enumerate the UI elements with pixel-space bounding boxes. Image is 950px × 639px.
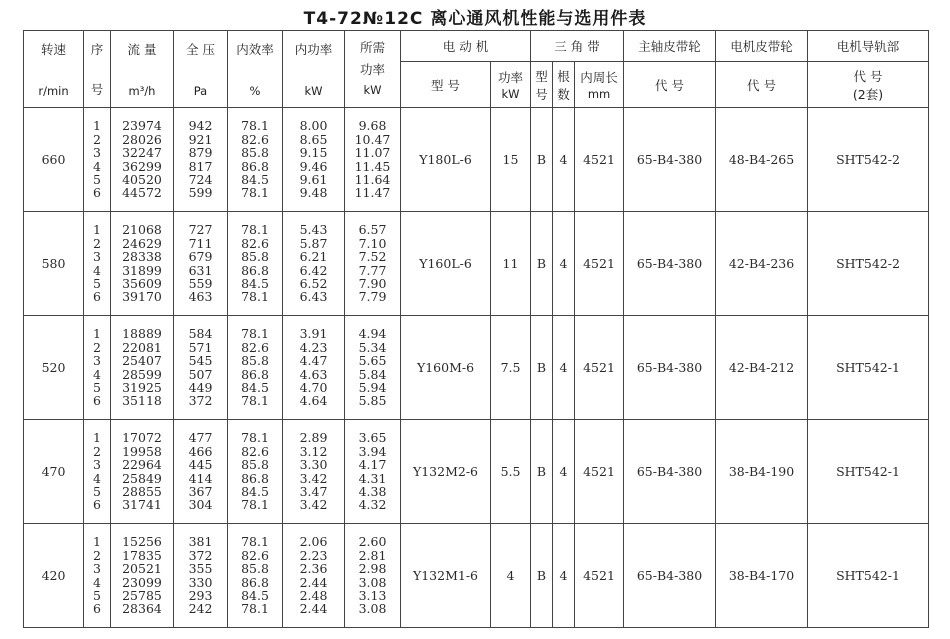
value: 78.1 [241, 326, 269, 342]
seq-list [84, 108, 111, 212]
value: 5.85 [358, 393, 387, 409]
value: 4 [93, 262, 101, 278]
performance-table [23, 30, 929, 628]
value: 5.87 [299, 235, 328, 251]
value: 2 [93, 339, 101, 355]
value: 3.13 [358, 587, 387, 603]
value: 11.07 [354, 145, 391, 161]
value: 372 [188, 393, 213, 409]
header-motor: 电 动 机 [401, 31, 531, 62]
value: 2.48 [299, 587, 328, 603]
header-required-power: 所需 功率 kW [345, 31, 401, 108]
efficiency-list [228, 212, 283, 316]
motor-pulley-cell: 38-B4-170 [716, 524, 808, 628]
value: 2.98 [358, 561, 387, 577]
efficiency-list [228, 524, 283, 628]
speed-cell: 660 [24, 108, 84, 212]
inner-power-list [283, 316, 345, 420]
speed-cell: 470 [24, 420, 84, 524]
value: 3.65 [358, 430, 387, 446]
value: 3.30 [299, 457, 328, 473]
main-pulley-cell: 65-B4-380 [624, 524, 716, 628]
belt-type-cell: B [531, 212, 553, 316]
value: 293 [188, 587, 213, 603]
value: 85.8 [241, 353, 269, 369]
value: 2 [93, 443, 101, 459]
value: 86.8 [241, 158, 269, 174]
value: 9.15 [299, 145, 328, 161]
header-motor-model: 型 号 [401, 62, 491, 108]
value: 466 [188, 443, 213, 459]
value: 4 [93, 366, 101, 382]
header-belt-length: 内周长 mm [575, 62, 624, 108]
value: 1 [93, 118, 101, 134]
value: 6.21 [299, 249, 328, 265]
value: 3.08 [358, 574, 387, 590]
value: 28026 [122, 131, 162, 147]
value: 879 [188, 145, 213, 161]
value: 449 [188, 379, 213, 395]
value: 86.8 [241, 574, 269, 590]
value: 78.1 [241, 118, 269, 134]
header-vbelt: 三 角 带 [531, 31, 624, 62]
value: 3 [93, 145, 101, 161]
value: 355 [188, 561, 213, 577]
value: 2 [93, 547, 101, 563]
flow-list [111, 212, 174, 316]
value: 1 [93, 534, 101, 550]
value: 4.63 [299, 366, 328, 382]
value: 84.5 [241, 171, 269, 187]
value: 6 [93, 497, 101, 513]
value: 5 [93, 171, 101, 187]
motor-model-cell: Y160L-6 [401, 212, 491, 316]
header-main-pulley: 主轴皮带轮 [624, 31, 716, 62]
rail-cell: SHT542-1 [808, 420, 929, 524]
motor-pulley-cell: 42-B4-212 [716, 316, 808, 420]
value: 84.5 [241, 379, 269, 395]
value: 4.64 [299, 393, 328, 409]
header-rail-code: 代 号 (2套) [808, 62, 929, 108]
value: 679 [188, 249, 213, 265]
value: 2.44 [299, 574, 328, 590]
pressure-list [174, 316, 228, 420]
value: 4.32 [358, 497, 387, 513]
value: 84.5 [241, 483, 269, 499]
value: 28338 [122, 249, 162, 265]
value: 3.91 [299, 326, 328, 342]
inner-power-list [283, 420, 345, 524]
pressure-list [174, 212, 228, 316]
table-row [24, 316, 929, 420]
motor-power-cell: 5.5 [491, 420, 531, 524]
value: 22081 [122, 339, 162, 355]
value: 242 [188, 601, 213, 617]
required-power-list [345, 420, 401, 524]
value: 82.6 [241, 443, 269, 459]
value: 599 [188, 185, 213, 201]
value: 23099 [122, 574, 162, 590]
value: 82.6 [241, 235, 269, 251]
belt-type-cell: B [531, 108, 553, 212]
value: 78.1 [241, 185, 269, 201]
value: 2.06 [299, 534, 328, 550]
belt-count-cell: 4 [553, 420, 575, 524]
table-row [24, 108, 929, 212]
header-motor-pulley-code: 代 号 [716, 62, 808, 108]
seq-list [84, 316, 111, 420]
value: 9.68 [358, 118, 387, 134]
value: 44572 [122, 185, 162, 201]
value: 6.43 [299, 289, 328, 305]
value: 78.1 [241, 289, 269, 305]
value: 304 [188, 497, 213, 513]
value: 31925 [122, 379, 162, 395]
value: 1 [93, 326, 101, 342]
motor-pulley-cell: 42-B4-236 [716, 212, 808, 316]
value: 3 [93, 353, 101, 369]
flow-list [111, 108, 174, 212]
value: 5.84 [358, 366, 387, 382]
value: 40520 [122, 171, 162, 187]
value: 4.17 [358, 457, 387, 473]
value: 711 [188, 235, 213, 251]
value: 85.8 [241, 249, 269, 265]
efficiency-list [228, 420, 283, 524]
value: 4.38 [358, 483, 387, 499]
value: 2.23 [299, 547, 328, 563]
value: 921 [188, 131, 213, 147]
value: 4 [93, 574, 101, 590]
header-speed: 转速 r/min [24, 31, 84, 108]
rail-cell: SHT542-1 [808, 524, 929, 628]
value: 32247 [122, 145, 162, 161]
belt-type-cell: B [531, 420, 553, 524]
required-power-list [345, 316, 401, 420]
value: 6 [93, 185, 101, 201]
value: 3.42 [299, 497, 328, 513]
seq-list [84, 524, 111, 628]
value: 5.65 [358, 353, 387, 369]
value: 82.6 [241, 339, 269, 355]
value: 381 [188, 534, 213, 550]
motor-power-cell: 15 [491, 108, 531, 212]
value: 3 [93, 561, 101, 577]
main-pulley-cell: 65-B4-380 [624, 316, 716, 420]
motor-model-cell: Y132M2-6 [401, 420, 491, 524]
rail-cell: SHT542-2 [808, 212, 929, 316]
belt-type-cell: B [531, 316, 553, 420]
motor-pulley-cell: 48-B4-265 [716, 108, 808, 212]
value: 7.10 [358, 235, 387, 251]
value: 82.6 [241, 131, 269, 147]
main-pulley-cell: 65-B4-380 [624, 108, 716, 212]
value: 9.48 [299, 185, 328, 201]
value: 86.8 [241, 366, 269, 382]
value: 3.12 [299, 443, 328, 459]
motor-power-cell: 4 [491, 524, 531, 628]
value: 85.8 [241, 457, 269, 473]
value: 86.8 [241, 262, 269, 278]
pressure-list [174, 108, 228, 212]
value: 463 [188, 289, 213, 305]
value: 4.94 [358, 326, 387, 342]
value: 85.8 [241, 145, 269, 161]
belt-count-cell: 4 [553, 524, 575, 628]
motor-power-cell: 11 [491, 212, 531, 316]
value: 15256 [122, 534, 162, 550]
value: 78.1 [241, 497, 269, 513]
page-title: T4-72№12C 离心通风机性能与选用件表 [303, 9, 647, 29]
value: 25849 [122, 470, 162, 486]
required-power-list [345, 108, 401, 212]
value: 78.1 [241, 393, 269, 409]
value: 17072 [122, 430, 162, 446]
header-main-pulley-code: 代 号 [624, 62, 716, 108]
value: 31899 [122, 262, 162, 278]
value: 8.65 [299, 131, 328, 147]
value: 367 [188, 483, 213, 499]
value: 7.90 [358, 275, 387, 291]
value: 559 [188, 275, 213, 291]
belt-length-cell: 4521 [575, 420, 624, 524]
belt-count-cell: 4 [553, 108, 575, 212]
value: 330 [188, 574, 213, 590]
value: 78.1 [241, 534, 269, 550]
value: 724 [188, 171, 213, 187]
inner-power-list [283, 212, 345, 316]
value: 5 [93, 275, 101, 291]
pressure-list [174, 420, 228, 524]
required-power-list [345, 524, 401, 628]
main-pulley-cell: 65-B4-380 [624, 420, 716, 524]
value: 545 [188, 353, 213, 369]
header-efficiency: 内效率 % [228, 31, 283, 108]
value: 7.77 [358, 262, 387, 278]
value: 35609 [122, 275, 162, 291]
value: 23974 [122, 118, 162, 134]
value: 3 [93, 457, 101, 473]
value: 28599 [122, 366, 162, 382]
value: 5.34 [358, 339, 387, 355]
value: 1 [93, 222, 101, 238]
value: 5.43 [299, 222, 328, 238]
value: 24629 [122, 235, 162, 251]
motor-model-cell: Y160M-6 [401, 316, 491, 420]
flow-list [111, 316, 174, 420]
belt-count-cell: 4 [553, 316, 575, 420]
value: 942 [188, 118, 213, 134]
value: 571 [188, 339, 213, 355]
header-motor-pulley: 电机皮带轮 [716, 31, 808, 62]
value: 2.89 [299, 430, 328, 446]
speed-cell: 520 [24, 316, 84, 420]
value: 11.45 [354, 158, 391, 174]
value: 3 [93, 249, 101, 265]
flow-list [111, 524, 174, 628]
belt-length-cell: 4521 [575, 316, 624, 420]
table-row [24, 420, 929, 524]
efficiency-list [228, 108, 283, 212]
value: 9.46 [299, 158, 328, 174]
value: 4.23 [299, 339, 328, 355]
value: 9.61 [299, 171, 328, 187]
value: 631 [188, 262, 213, 278]
value: 78.1 [241, 430, 269, 446]
value: 4 [93, 158, 101, 174]
rail-cell: SHT542-1 [808, 316, 929, 420]
value: 4.47 [299, 353, 328, 369]
value: 7.52 [358, 249, 387, 265]
value: 18889 [122, 326, 162, 342]
header-inner-power: 内功率 kW [283, 31, 345, 108]
value: 22964 [122, 457, 162, 473]
value: 817 [188, 158, 213, 174]
value: 78.1 [241, 222, 269, 238]
value: 25407 [122, 353, 162, 369]
header-rail: 电机导轨部 [808, 31, 929, 62]
value: 6.57 [358, 222, 387, 238]
efficiency-list [228, 316, 283, 420]
header-belt-type: 型 号 [531, 62, 553, 108]
value: 6 [93, 601, 101, 617]
value: 5 [93, 379, 101, 395]
value: 8.00 [299, 118, 328, 134]
seq-list [84, 212, 111, 316]
value: 477 [188, 430, 213, 446]
value: 2.81 [358, 547, 387, 563]
value: 84.5 [241, 587, 269, 603]
table-body [24, 108, 929, 628]
value: 6.42 [299, 262, 328, 278]
speed-cell: 420 [24, 524, 84, 628]
value: 1 [93, 430, 101, 446]
value: 39170 [122, 289, 162, 305]
value: 35118 [122, 393, 162, 409]
table-row [24, 524, 929, 628]
value: 3.08 [358, 601, 387, 617]
value: 85.8 [241, 561, 269, 577]
header-motor-power: 功率 kW [491, 62, 531, 108]
belt-type-cell: B [531, 524, 553, 628]
belt-length-cell: 4521 [575, 108, 624, 212]
value: 11.47 [354, 185, 391, 201]
motor-model-cell: Y132M1-6 [401, 524, 491, 628]
rail-cell: SHT542-2 [808, 108, 929, 212]
value: 4 [93, 470, 101, 486]
value: 6 [93, 393, 101, 409]
value: 7.79 [358, 289, 387, 305]
value: 507 [188, 366, 213, 382]
motor-model-cell: Y180L-6 [401, 108, 491, 212]
value: 17835 [122, 547, 162, 563]
value: 2.60 [358, 534, 387, 550]
motor-pulley-cell: 38-B4-190 [716, 420, 808, 524]
value: 28364 [122, 601, 162, 617]
belt-length-cell: 4521 [575, 524, 624, 628]
value: 3.94 [358, 443, 387, 459]
value: 727 [188, 222, 213, 238]
belt-length-cell: 4521 [575, 212, 624, 316]
value: 5 [93, 483, 101, 499]
value: 584 [188, 326, 213, 342]
inner-power-list [283, 108, 345, 212]
main-pulley-cell: 65-B4-380 [624, 212, 716, 316]
header-belt-count: 根 数 [553, 62, 575, 108]
header-flow: 流 量 m³/h [111, 31, 174, 108]
value: 2 [93, 235, 101, 251]
value: 5.94 [358, 379, 387, 395]
value: 414 [188, 470, 213, 486]
value: 6.52 [299, 275, 328, 291]
value: 82.6 [241, 547, 269, 563]
value: 2.36 [299, 561, 328, 577]
value: 5 [93, 587, 101, 603]
value: 372 [188, 547, 213, 563]
table-row [24, 212, 929, 316]
value: 4.70 [299, 379, 328, 395]
seq-list [84, 420, 111, 524]
value: 2 [93, 131, 101, 147]
value: 11.64 [354, 171, 391, 187]
value: 86.8 [241, 470, 269, 486]
value: 28855 [122, 483, 162, 499]
header-pressure: 全 压 Pa [174, 31, 228, 108]
value: 84.5 [241, 275, 269, 291]
flow-list [111, 420, 174, 524]
value: 36299 [122, 158, 162, 174]
pressure-list [174, 524, 228, 628]
value: 78.1 [241, 601, 269, 617]
value: 2.44 [299, 601, 328, 617]
value: 3.47 [299, 483, 328, 499]
header-seq: 序 号 [84, 31, 111, 108]
value: 20521 [122, 561, 162, 577]
required-power-list [345, 212, 401, 316]
inner-power-list [283, 524, 345, 628]
value: 3.42 [299, 470, 328, 486]
value: 4.31 [358, 470, 387, 486]
value: 21068 [122, 222, 162, 238]
speed-cell: 580 [24, 212, 84, 316]
value: 19958 [122, 443, 162, 459]
value: 445 [188, 457, 213, 473]
value: 31741 [122, 497, 162, 513]
belt-count-cell: 4 [553, 212, 575, 316]
value: 10.47 [354, 131, 391, 147]
value: 25785 [122, 587, 162, 603]
motor-power-cell: 7.5 [491, 316, 531, 420]
value: 6 [93, 289, 101, 305]
